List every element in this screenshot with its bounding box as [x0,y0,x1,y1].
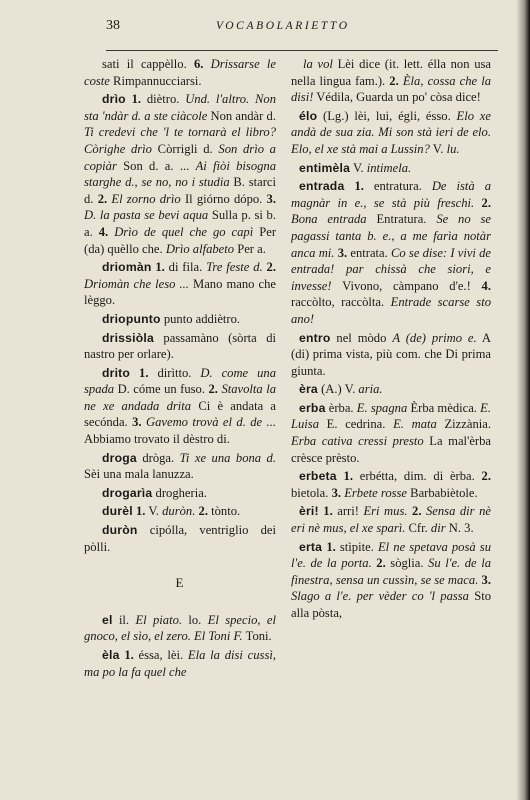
dictionary-entry [291,330,491,380]
dictionary-entry [291,503,491,536]
entry-headword: entrada [299,179,345,194]
entry-headword: èla [102,648,120,662]
entry-continuation [84,56,276,89]
dictionary-entry [291,468,491,501]
entry-definition: 1. stìpite. El ne spetava posà su l'e. de la porta. 2. sòglia. Su l'e. de la finestra, sensa un cussìn, se se maca. 3. Slago a l'e. per vèder co 'l passa Sto alla pòsta, [291,539,492,620]
dictionary-entry [291,108,491,158]
entry-definition: (Lg.) lèi, lui, égli, ésso. Elo xe andà de sua zia. Mi son stà ieri de elo. Elo, el xe stà mai a Lussin? V. lu. [291,108,491,156]
entry-headword: driomàn [102,260,152,275]
entry-definition: V. intimela. [352,160,412,175]
entry-headword: droga [102,450,137,465]
header-rule [106,50,498,51]
entry-definition: 1. dirìtto. D. come una spada D. cóme un fuso. 2. Stavolta la ne xe andada drita Ci è andata a secónda. 3. Gavemo trovà el d. de ... Abbiamo trovato il dèstro di. [84,365,277,447]
entry-definition: nel mòdo A (de) primo e. A (di) prima vista, più com. che Di prima giunta. [291,330,491,378]
dictionary-entry [84,485,276,502]
entry-headword: erbeta [299,469,337,484]
entry-definition: èrba. E. spagna Èrba mèdica. E. Luisa E. cedrina. E. mata Zizzània. Erba cativa cressi presto La mal'èrba crèsce prèsto. [291,400,491,465]
entry-definition: 1. entratura. De istà a magnàr in e., se stà più freschi. 2. Bona entrada Entratura. Se no se pagassi tanta b. e., a me farìa notàr anca mi. 3. entrata. Co se dise: I vivi de entrada! par chissà che siori, e invesse! Vivono, càmpano d'e.! 4. raccòlto, raccòlta. Entrade scarse sto ano! [291,179,492,326]
dictionary-entry [84,330,276,363]
running-title: VOCABOLARIETTO [216,20,350,32]
dictionary-entry [291,160,491,177]
dictionary-entry [84,259,276,309]
entry-headword: drogarìa [102,485,153,500]
entry-headword: drito [102,365,131,380]
entry-definition: drogheria. [155,485,207,500]
dictionary-entry [291,539,491,622]
entry-headword: èri! [299,504,319,519]
entry-definition: sati il cappèllo. 6. Drissarse le coste Rimpannucciarsi. [84,57,276,88]
right-column [291,56,491,622]
dictionary-entry [84,612,276,645]
page-number: 38 [106,18,120,33]
dictionary-entry [84,522,276,555]
entry-headword: duròn [102,523,138,538]
entry-continuation [291,56,491,106]
entry-definition: il. El piato. lo. El specio, el gnoco, el sìo, el zero. El Toni F. Toni. [84,612,276,644]
dictionary-entry [291,178,491,327]
entry-definition: 1. éssa, lèi. Ela la disi cussì, ma po la fa quel che [84,648,276,679]
entry-headword: entimèla [299,160,351,175]
entry-headword: drìo [102,92,126,107]
entry-headword: entro [299,330,331,345]
entry-headword: durèl [102,504,133,519]
entry-definition: 1. arri! Eri mus. 2. Sensa dir nè eri nè mus, el xe sparì. Cfr. dir N. 3. [291,504,491,536]
entry-definition: 1. V. duròn. 2. tònto. [135,504,241,519]
dictionary-entry [84,503,276,520]
entry-headword: èra [299,382,318,397]
dictionary-entry [84,311,276,328]
entry-definition: 1. diètro. Und. l'altro. Non sta 'ndàr d. a ste ciàcole Non andàr d. Ti credevi che 'l te tornarà el libro? Còrighe drìo Còrrigli d. Son drìo a copiàr Son d. a. ... Ai fiòi bisogna starghe d., se no, no i studia B. starci d. 2. El zorno drìo Il giórno dópo. 3. D. la pasta se bevi aqua Sulla p. si b. a. 4. Drìo de quel che go capì Per (da) quèllo che. Drìo alfabeto Per a. [84,92,277,256]
dictionary-entry [84,365,276,448]
entry-definition: 1. erbétta, dim. di èrba. 2. bietola. 3. Erbete rosse Barbabiètole. [291,469,491,500]
entry-headword: erta [299,539,323,554]
entry-definition: la vol Lèi dice (it. lett. élla non usa nella lingua fam.). 2. Èla, cossa che la disi! Védila, Guarda un po' còsa dice! [291,57,492,105]
entry-definition: 1. di fila. Tre feste d. 2. Driomàn che leso ... Mano mano che lèggo. [84,260,276,308]
dictionary-entry [291,400,491,466]
page-header [106,18,498,40]
entry-definition: cipólla, ventriglio dei pòlli. [84,523,276,554]
dictionary-entry [291,381,491,398]
entry-definition: punto addiètro. [163,311,241,326]
page-edge-shadow [516,0,530,800]
entry-headword: élo [299,108,318,123]
left-column [84,56,276,680]
entry-headword: drissiòla [102,330,154,345]
section-letter-heading: E [175,575,185,591]
entry-definition: dròga. Ti xe una bona d. Sèi una mala lanuzza. [84,450,276,482]
entry-definition: passamàno (sòrta di nastro per orlare). [84,330,276,362]
entry-headword: el [102,612,113,627]
entry-headword: driopunto [102,311,161,326]
entry-headword: erba [299,400,326,415]
entry-definition: (A.) V. aria. [321,382,383,397]
dictionary-entry [84,450,276,483]
dictionary-entry [84,91,276,257]
dictionary-entry [84,647,276,680]
